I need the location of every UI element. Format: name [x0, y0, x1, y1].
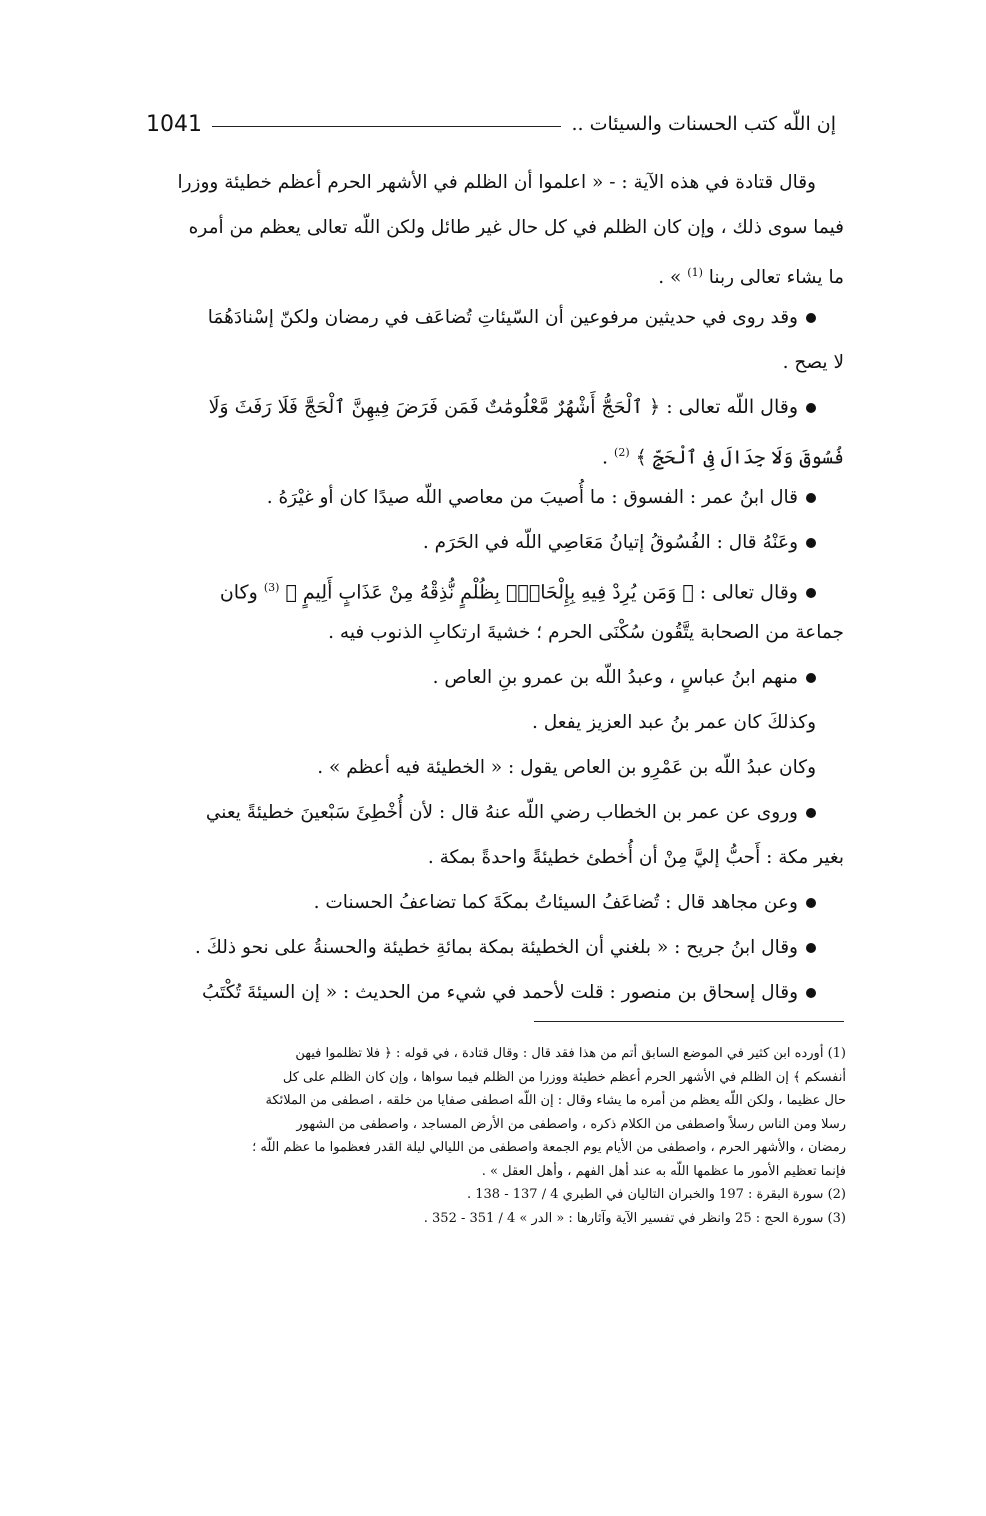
paragraph-line: فيما سوى ذلك ، وإن كان الظلم في كل حال غير طائل ولكن اللّه تعالى يعظم من أمره	[188, 217, 844, 238]
footnote-line: رسلا ومن الناس رسلاً واصطفى من الكلام ذكره ، واصطفى من الأرض المساجد ، واصطفى من الشهور	[296, 1116, 846, 1132]
paragraph-line: وكان عبدُ اللّه بن عَمْرِو بن العاص يقول : « الخطيئة فيه أعظم » .	[317, 757, 816, 778]
bullet-icon	[806, 588, 816, 598]
quran-verse-line: وقال تعالى : ﴿ وَمَن يُرِدْ فِيهِ بِإِلْحَادٍۭ بِظُلْمٍ نُّذِقْهُ مِنْ عَذَابٍ أَلِيمٍ ﴾ $^{(3)}$ وكان	[144, 565, 844, 610]
page-number: 1041	[146, 111, 202, 137]
paragraph-line: وكذلكَ كان عمر بنُ عبد العزيز يفعل .	[532, 712, 816, 733]
header-rule	[212, 126, 561, 127]
paragraph-line: قال ابنُ عمر : الفسوق : ما أُصيبَ من معاصي اللّه صيدًا كان أو غيْرَهُ .	[144, 475, 844, 520]
paragraph-line: وروى عن عمر بن الخطاب رضي اللّه عنهُ قال : لأن أُخْطِئَ سَبْعينَ خطيئةً يعني	[144, 790, 844, 835]
footnote-ref: (2)	[614, 446, 630, 459]
paragraph-line: لا يصح .	[782, 352, 844, 373]
footnotes	[140, 1042, 846, 1230]
footnote-separator	[534, 1021, 844, 1022]
paragraph-line: وقد روى في حديثين مرفوعين أن السّيئاتِ تُضاعَف في رمضان ولكنّ إسْنادَهُمَا	[144, 295, 844, 340]
footnote-line: (1) أورده ابن كثير في الموضع السابق أتم من هذا فقد قال : وقال قتادة ، في قوله : ﴿ فلا تظلموا فيهن	[295, 1046, 846, 1061]
bullet-icon	[806, 808, 816, 818]
bullet-icon	[806, 673, 816, 683]
footnote-line: أنفسكم ﴾ إن الظلم في الأشهر الحرم أعظم خطيئة ووزرا من الظلم فيما سواها ، وإن كان الظلم على كل	[282, 1069, 846, 1085]
paragraph-line: وعن مجاهد قال : تُضاعَفُ السيئاتُ بمكَةَ كما تضاعفُ الحسنات .	[144, 880, 844, 925]
footnote-line: فإنما تعظيم الأمور ما عظمها اللّه به عند أهل الفهم ، وأهل العقل » .	[481, 1163, 846, 1179]
paragraph-line: منهم ابنُ عباسٍ ، وعبدُ اللّه بن عمرو بنِ العاص .	[144, 655, 844, 700]
body-text	[144, 160, 844, 1015]
bullet-icon	[806, 538, 816, 548]
bullet-icon	[806, 898, 816, 908]
quran-verse-line: وقال اللّه تعالى : ﴿ ٱلْحَجُّ أَشْهُرٌ مَّعْلُومَٰتٌ فَمَن فَرَضَ فِيهِنَّ ٱلْحَجَّ فَلَا رَفَثَ وَلَا	[144, 385, 844, 430]
paragraph-line: وعَنْهُ قال : الفُسُوقُ إتيانُ مَعَاصِي اللّه في الحَرَم .	[144, 520, 844, 565]
bullet-icon	[806, 988, 816, 998]
footnote-line: (2) سورة البقرة : 197 والخبران التاليان في الطبري 4 / 137 - 138 .	[466, 1187, 846, 1202]
bullet-icon	[806, 313, 816, 323]
footnote-line: حال عظيما ، ولكن اللّه يعظم من أمره ما يشاء وقال : إن اللّه اصطفى صفايا من خلقه ، اصطفى من الملائكة	[265, 1093, 846, 1108]
footnote-ref: (3)	[263, 581, 280, 594]
bullet-icon	[806, 493, 816, 503]
paragraph-line: جماعة من الصحابة يتَّقُون سُكْنَى الحرم ؛ خشيةَ ارتكابِ الذنوب فيه .	[328, 622, 844, 643]
paragraph-line: وقال إسحاق بن منصور : قلت لأحمد في شيء من الحديث : « إن السيئةَ تُكْتَبُ	[144, 970, 844, 1015]
running-title: إن اللّه كتب الحسنات والسيئات ..	[571, 113, 836, 135]
paragraph-line: ما يشاء تعالى ربنا $^{(1)}$ » .	[658, 266, 844, 289]
bullet-icon	[806, 943, 816, 953]
footnote-ref: (1)	[687, 266, 703, 279]
paragraph-line: بغير مكة : أَحبُّ إليَّ مِنْ أن أُخطئ خطيئةً واحدةً بمكة .	[427, 847, 844, 868]
footnote-line: رمضان ، والأشهر الحرم ، واصطفى من الأيام يوم الجمعة واصطفى من الليالي ليلة القدر فعظموا ما عظم اللّه ؛	[252, 1140, 846, 1155]
paragraph-line: وقال ابنُ جريح : « بلغني أن الخطيئة بمكة بمائةِ خطيئة والحسنةُ على نحو ذلكَ .	[144, 925, 844, 970]
page-header	[146, 104, 836, 144]
bullet-icon	[806, 403, 816, 413]
quran-verse-line: فُسُوقَ وَلَا جِدَالَ فِى ٱلْحَجِّ ﴾ $^{(2)}$ .	[601, 446, 844, 469]
paragraph-line: وقال قتادة في هذه الآية : - « اعلموا أن الظلم في الأشهر الحرم أعظم خطيئة ووزرا	[177, 172, 816, 193]
footnote-line: (3) سورة الحج : 25 وانظر في تفسير الآية وآثارها : « الدر » 4 / 351 - 352 .	[423, 1210, 846, 1226]
